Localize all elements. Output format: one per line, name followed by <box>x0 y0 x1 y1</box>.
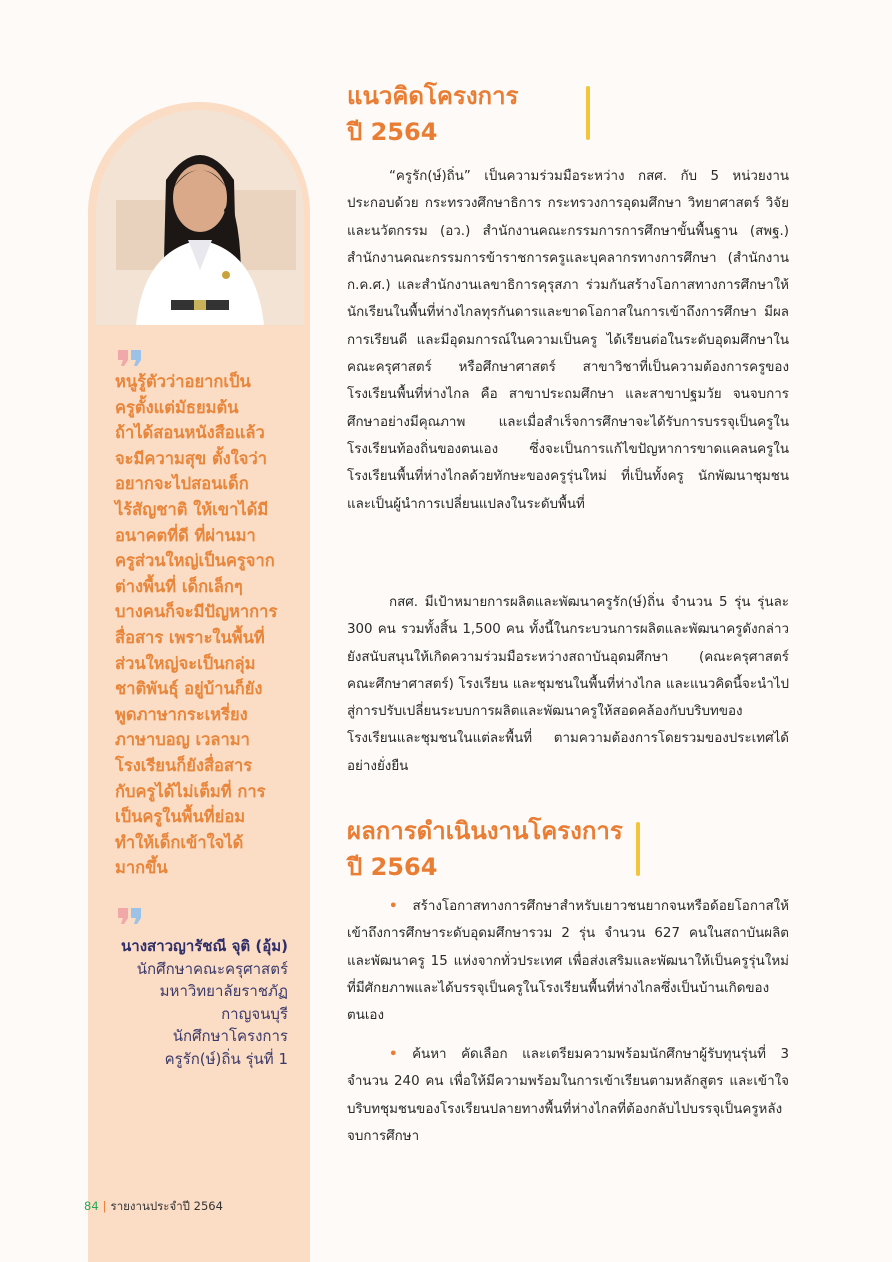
student-faculty: นักศึกษาคณะครุศาสตร์ <box>136 959 288 978</box>
section2-heading <box>347 813 623 885</box>
page-number: 84 <box>84 1199 99 1213</box>
student-program: นักศึกษาโครงการ <box>172 1027 288 1045</box>
section1-accent-bar <box>586 86 590 140</box>
student-university-location: กาญจนบุรี <box>221 1004 288 1023</box>
quote-attribution <box>96 935 288 1070</box>
student-quote: หนูรู้ตัวว่าอยากเป็น ครูตั้งแต่มัธยมต้น ถ้าได้สอนหนังสือแล้ว จะมีความสุข ตั้งใจว่า อยากจะไปสอนเด็ก ไร้สัญชาติ ให้เขาได้มี อนาคตที่ดี ที่ผ่านมา ครูส่วนใหญ่เป็นครูจาก ต่างพื้นที่ เด็กเล็กๆ บางคนก็จะมีปัญหาการ สื่อสาร เพราะในพื้นที่ ส่วนใหญ่จะเป็นกลุ่ม ชาติพันธุ์ อยู่บ้านก็ยัง พูดภาษากระเหรี่ยง ภาษาบอญ เวลามา โรงเรียนก็ยังสื่อสาร กับครูได้ไม่เต็มที่ การ เป็นครูในพื้นที่ย่อม ทำให้เด็กเข้าใจได้ มากขึ้น <box>115 372 278 878</box>
student-cohort: ครูรัก(ษ์)ถิ่น รุ่นที่ 1 <box>164 1049 288 1068</box>
section2-accent-bar <box>636 822 640 876</box>
section2-item2 <box>347 1041 789 1150</box>
page-footer <box>84 1198 223 1216</box>
bullet-icon: • <box>389 1047 398 1062</box>
student-university: มหาวิทยาลัยราชภัฏ <box>159 982 288 1000</box>
section1-heading <box>347 78 518 150</box>
footer-label: รายงานประจำปี 2564 <box>110 1199 223 1213</box>
section2-heading-line2: ปี 2564 <box>347 853 438 881</box>
section2-heading-line1: ผลการดำเนินงานโครงการ <box>347 817 623 845</box>
student-name: นางสาวญารัชณี จุติ (อุ้ม) <box>121 937 288 955</box>
section1-heading-line2: ปี 2564 <box>347 118 438 146</box>
footer-separator: | <box>102 1199 107 1213</box>
close-quote-icon <box>116 906 144 924</box>
open-quote-icon <box>116 348 144 366</box>
student-photo <box>96 110 304 325</box>
bullet-icon: • <box>389 899 398 914</box>
section2-item1 <box>347 893 789 1029</box>
section2-item2-text: ค้นหา คัดเลือก และเตรียมความพร้อมนักศึกษาผู้รับทุนรุ่นที่ 3 จำนวน 240 คน เพื่อให้มีความพร้อมในการเข้าเรียนตามหลักสูตร และเข้าใจบริบทชุมชนของโรงเรียนปลายทางพื้นที่ห่างไกลที่ต้องกลับไปบรรจุเป็นครูหลังจบการศึกษา <box>347 1047 789 1144</box>
section1-paragraph2: กสศ. มีเป้าหมายการผลิตและพัฒนาครูรัก(ษ์)ถิ่น จำนวน 5 รุ่น รุ่นละ 300 คน รวมทั้งสิ้น 1,500 คน ทั้งนี้ในกระบวนการผลิตและพัฒนาครูดังกล่าว ยังสนับสนุนให้เกิดความร่วมมือระหว่างสถาบันอุดมศึกษา (คณะครุศาสตร์ คณะศึกษาศาสตร์) โรงเรียน และชุมชนในพื้นที่ห่างไกล และแนวคิดนี้จะนำไปสู่การปรับเปลี่ยนระบบการผลิตและพัฒนาครูให้สอดคล้องกับบริบทของโรงเรียนและชุมชนในแต่ละพื้นที่ ตามความต้องการโดยรวมของประเทศได้อย่างยั่งยืน <box>347 595 789 774</box>
section1-paragraph1: “ครูรัก(ษ์)ถิ่น” เป็นความร่วมมือระหว่าง กสศ. กับ 5 หน่วยงานประกอบด้วย กระทรวงศึกษาธิการ กระทรวงการอุดมศึกษา วิทยาศาสตร์ วิจัยและนวัตกรรม (อว.) สำนักงานคณะกรรมการการศึกษาขั้นพื้นฐาน (สพฐ.) สำนักงานคณะกรรมการข้าราชการครูและบุคลากรทางการศึกษา (สำนักงาน ก.ค.ศ.) และสำนักงานเลขาธิการคุรุสภา ร่วมกันสร้างโอกาสทางการศึกษาให้นักเรียนในพื้นที่ห่างไกลทุรกันดารและขาดโอกาสในการเข้าถึงการศึกษา มีผลการเรียนดี และมีอุดมการณ์ในความเป็นครู ได้เรียนต่อในระดับอุดมศึกษาในคณะครุศาสตร์ หรือศึกษาศาสตร์ สาขาวิชาที่เป็นความต้องการครูของโรงเรียนพื้นที่ห่างไกล คือ สาขาประถมศึกษา และสาขาปฐมวัย จนจบการศึกษาอย่างมีคุณภาพ และเมื่อสำเร็จการศึกษาจะได้รับการบรรจุเป็นครูในโรงเรียนท้องถิ่นของตนเอง ซึ่งจะเป็นการแก้ไขปัญหาการขาดแคลนครูในโรงเรียนพื้นที่ห่างไกลด้วยทักษะของครูรุ่นใหม่ ที่เป็นทั้งครู นักพัฒนาชุมชน และเป็นผู้นำการเปลี่ยนแปลงในระดับพื้นที่ <box>347 169 789 512</box>
section1-heading-line1: แนวคิดโครงการ <box>347 82 519 110</box>
section2-item1-text: สร้างโอกาสทางการศึกษาสำหรับเยาวชนยากจนหรือด้อยโอกาสให้เข้าถึงการศึกษาระดับอุดมศึกษารวม 2 รุ่น จำนวน 627 คนในสถาบันผลิตและพัฒนาครู 15 แห่งจากทั่วประเทศ เพื่อส่งเสริมและพัฒนาให้เป็นครูรุ่นใหม่ที่มีศักยภาพและได้บรรจุเป็นครูในโรงเรียนพื้นที่ห่างไกลซึ่งเป็นบ้านเกิดของตนเอง <box>347 899 789 1024</box>
